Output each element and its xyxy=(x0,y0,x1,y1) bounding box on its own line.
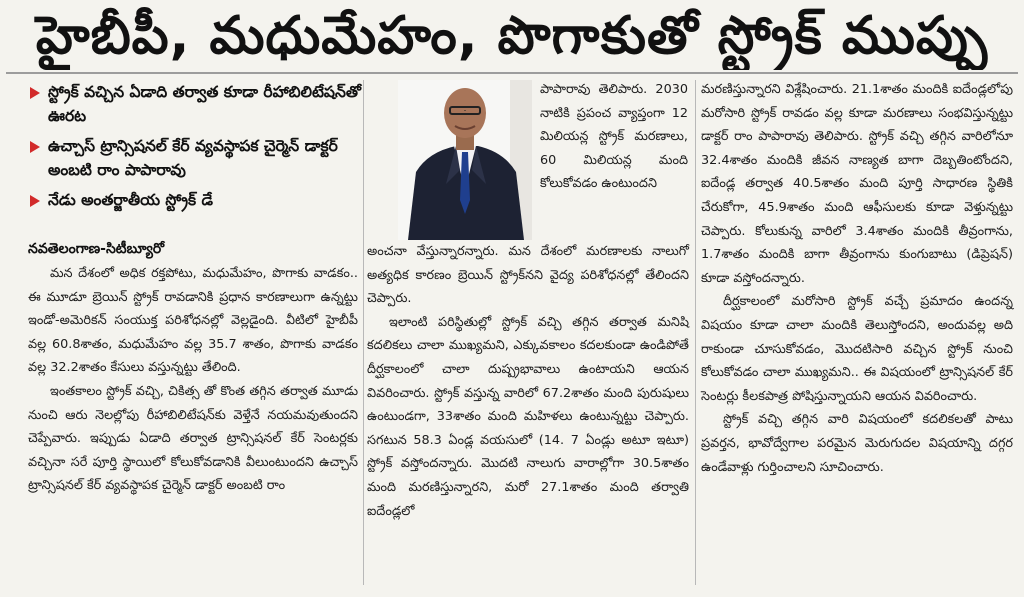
paragraph: మరణిస్తున్నారని విశ్లేషించారు. 21.1శాతం మందికి ఐదేండ్లలోపు మరోసారి స్ట్రోక్ రావడం వల్ల కూడా మరణాలు సంభవిస్తున్నట్టు డాక్టర్ రాం పాపారావు తెలిపారు. స్ట్రోక్ వచ్చి తగ్గిన వారిలోనూ 32.4శాతం మందికి జీవన నాణ్యత బాగా దెబ్బతింటోందని, ఐదేండ్ల తర్వాత 40.5శాతం మంది పూర్తి సాధారణ స్థితికి చేరుకోగా, 45.9శాతం మంది ఆఫీసులకు కూడా వెళ్తున్నట్టు చెప్పారు. కోలుకున్న వారిలో 3.4శాతం మందికి తీవ్రంగాను, 1.7శాతం మందికి బాగా తీవ్రంగాను కుంగుబాటు (డిప్రెషన్) కూడా వస్తోందన్నారు. xyxy=(701,82,1013,286)
paragraph: మన దేశంలో అధిక రక్తపోటు, మధుమేహం, పొగాకు వాడకం.. ఈ మూడూ బ్రెయిన్ స్ట్రోక్ రావడానికి ప్రధాన కారణాలుగా ఉన్నట్టు ఇండో-అమెరికన్ సంయుక్త పరిశోధనల్లో వెల్లడైంది. వీటిలో హైబీపీ వల్ల 60.8శాతం, మధుమేహం వల్ల 35.7 శాతం, పొగాకు వాడకం వల్ల 32.2శాతం కేసులు వస్తున్నట్టు తేలింది. xyxy=(28,266,358,376)
bullet-point: ఉచ్చాస్ ట్రాన్సిషనల్ కేర్ వ్యవస్థాపక చైర్మెన్ డాక్టర్ అంబటి రాం పాపారావు xyxy=(28,134,368,182)
bullet-point: నేడు అంతర్జాతీయ స్ట్రోక్ డే xyxy=(28,188,368,212)
paragraph: ఇలాంటి పరిస్థితుల్లో స్ట్రోక్ వచ్చి తగ్గిన తర్వాత మనిషి కదలికలు చాలా ముఖ్యమని, ఎక్కువకాలం కదలకుండా ఉండిపోతే దీర్ఘకాలంలో చాలా దుష్ప్రభావాలు ఉంటాయని ఆయన వివరించారు. స్ట్రోక్ వస్తున్న వారిలో 67.2శాతం మంది పురుషులు ఉంటుండగా, 33శాతం మంది మహిళలు ఉంటున్నట్టు చెప్పారు. సగటున 58.3 ఏండ్ల వయసులో (14. 7 ఏండ్లు అటూ ఇటూ) స్ట్రోక్ వస్తోందన్నారు. మొదటి నాలుగు వారాల్లోగా 30.5శాతం మంది మరణిస్తున్నారని, మరో 27.1శాతం మంది తర్వాతి ఐదేండ్లలో xyxy=(367,314,689,519)
headline: హైబీపీ, మధుమేహం, పొగాకుతో స్ట్రోక్ ముప్పు xyxy=(35,6,989,66)
portrait-image xyxy=(398,80,532,240)
paragraph: ఇంతకాలం స్ట్రోక్ వచ్చి, చికిత్స తో కొంత తగ్గిన తర్వాత మూడు నుంచి ఆరు నెలల్లోపు రీహాబిలిటేషన్‌కు వెళ్తేనే నయమవుతుందని చెప్పేవారు. ఇప్పుడు ఏడాది తర్వాత ట్రాన్సిషనల్ కేర్ సెంటర్లకు వచ్చినా సరే పూర్తి స్థాయిలో కోలుకోవడానికి వీలుంటుందని ఉచ్చాస్ ట్రాన్సిషనల్ కేర్ వ్యవస్థాపక చైర్మెన్ డాక్టర్ అంబటి రాం xyxy=(28,383,358,494)
article-column-2 xyxy=(367,240,689,523)
paragraph: స్ట్రోక్ వచ్చి తగ్గిన వారి విషయంలో కదలికలతో పాటు ప్రవర్తన, భావోద్వేగాల పరమైన మెరుగుదల విషయాన్ని దగ్గర ఉండేవాళ్లు గుర్తించాలని సూచించారు. xyxy=(701,412,1013,475)
column-divider xyxy=(695,80,696,585)
bullet-point: స్ట్రోక్ వచ్చిన ఏడాది తర్వాత కూడా రీహాబిలిటేషన్‌తో ఊరట xyxy=(28,80,368,128)
paragraph: పాపారావు తెలిపారు. 2030 నాటికి ప్రపంచ వ్యాప్తంగా 12 మిలియన్ల స్ట్రోక్ మరణాలు, 60 మిలియన్ల మంది కోలుకోవడం ఉంటుందని xyxy=(540,82,688,192)
paragraph: దీర్ఘకాలంలో మరోసారి స్ట్రోక్ వచ్చే ప్రమాదం ఉందన్న విషయం కూడా చాలా మందికి తెలుస్తోందని, అందువల్ల అది రాకుండా చూసుకోవడం, మొదటిసారి వచ్చిన స్ట్రోక్ నుంచి కోలుకోవడం చాలా ముఖ్యమని.. ఈ విషయంలో ట్రాన్సిషనల్ కేర్ సెంటర్లు కీలకపాత్ర పోషిస్తున్నాయని ఆయన వివరించారు. xyxy=(701,294,1013,404)
article-column-1 xyxy=(28,262,358,498)
paragraph: అంచనా వేస్తున్నారన్నారు. మన దేశంలో మరణాలకు నాలుగో అత్యధిక కారణం బ్రెయిన్ స్ట్రోక్‌నని వైద్య పరిశోధనల్లో తేలిందని చెప్పారు. xyxy=(367,244,689,307)
column-divider xyxy=(363,80,364,585)
article-column-3 xyxy=(701,78,1013,479)
summary-bullets xyxy=(28,80,368,212)
headline-rule xyxy=(6,72,1018,74)
dateline: నవతెలంగాణ-సిటీబ్యూరో xyxy=(28,241,165,257)
author-photo xyxy=(398,80,532,240)
article-column-2-top xyxy=(540,78,688,196)
